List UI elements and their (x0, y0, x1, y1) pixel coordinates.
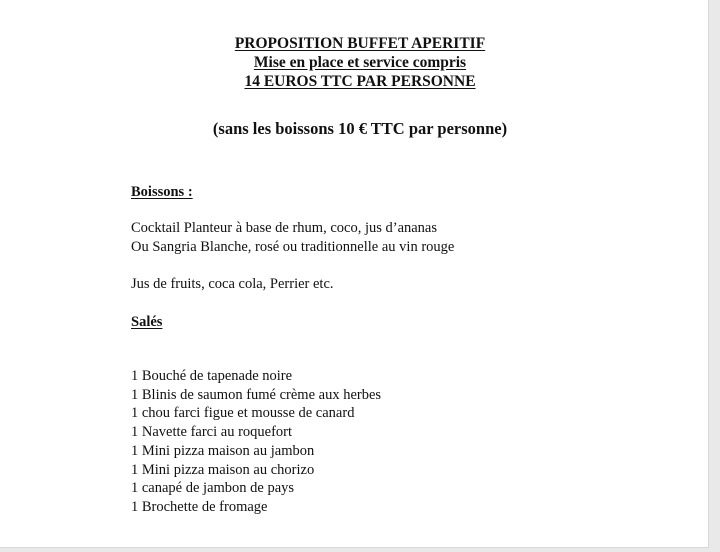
cocktail-list (131, 219, 454, 256)
header-service-line: Mise en place et service compris (253, 54, 467, 71)
document-header (0, 34, 720, 91)
soft-drinks-line: Jus de fruits, coca cola, Perrier etc. (131, 276, 334, 292)
list-item: 1 chou farci figue et mousse de canard (131, 405, 355, 422)
boissons-section-title: Boissons : (131, 184, 193, 200)
sales-section-title: Salés (131, 314, 163, 330)
sales-item-list (131, 367, 381, 517)
price-without-drinks-note: (sans les boissons 10 € TTC par personne) (212, 119, 508, 138)
header-price-line: 14 EUROS TTC PAR PERSONNE (244, 73, 476, 90)
header-title: PROPOSITION BUFFET APERITIF (234, 35, 486, 52)
cocktail-line: Ou Sangria Blanche, rosé ou traditionnelle au vin rouge (131, 238, 455, 255)
list-item: 1 Mini pizza maison au chorizo (131, 461, 315, 478)
cocktail-line: Cocktail Planteur à base de rhum, coco, jus d’ananas (131, 220, 438, 236)
list-item: 1 Bouché de tapenade noire (131, 368, 293, 384)
list-item: 1 canapé de jambon de pays (131, 480, 295, 497)
list-item: 1 Brochette de fromage (131, 498, 268, 515)
list-item: 1 Navette farci au roquefort (131, 424, 293, 441)
list-item: 1 Blinis de saumon fumé crème aux herbes (131, 386, 382, 403)
list-item: 1 Mini pizza maison au jambon (131, 442, 315, 459)
